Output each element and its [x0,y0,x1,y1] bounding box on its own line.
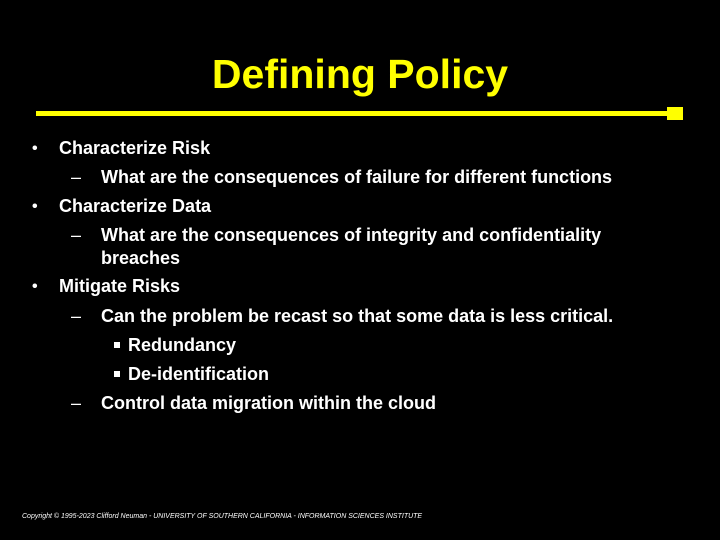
sub-bullet-item: What are the consequences of failure for different functions [101,167,613,187]
sub-sub-bullet-item: Redundancy [128,335,237,355]
sub-bullet-item-continuation: breaches [101,248,181,268]
copyright-footer: Copyright © 1995-2023 Clifford Neuman - UNIVERSITY OF SOUTHERN CALIFORNIA - INFORMATION SCIENCES INSTITUTE [22,513,423,520]
dash-icon: – [71,306,82,326]
square-bullet-icon [114,371,120,377]
dash-icon: – [71,393,82,413]
slide-title: Defining Policy [211,51,509,97]
sub-bullet-item: What are the consequences of integrity and confidentiality [101,225,602,245]
dash-icon: – [71,225,82,245]
bullet-item: Characterize Data [59,196,212,216]
sub-sub-bullet-item: De-identification [128,364,270,384]
bullet-item: Mitigate Risks [59,276,181,296]
square-bullet-icon [114,342,120,348]
bullet-item: Characterize Risk [59,138,211,158]
dash-icon: – [71,167,82,187]
bullet-icon: • [32,198,38,215]
bullet-icon: • [32,278,38,295]
sub-bullet-item: Control data migration within the cloud [101,393,436,413]
sub-bullet-item: Can the problem be recast so that some data is less critical. [101,306,614,326]
bullet-icon: • [32,140,38,157]
